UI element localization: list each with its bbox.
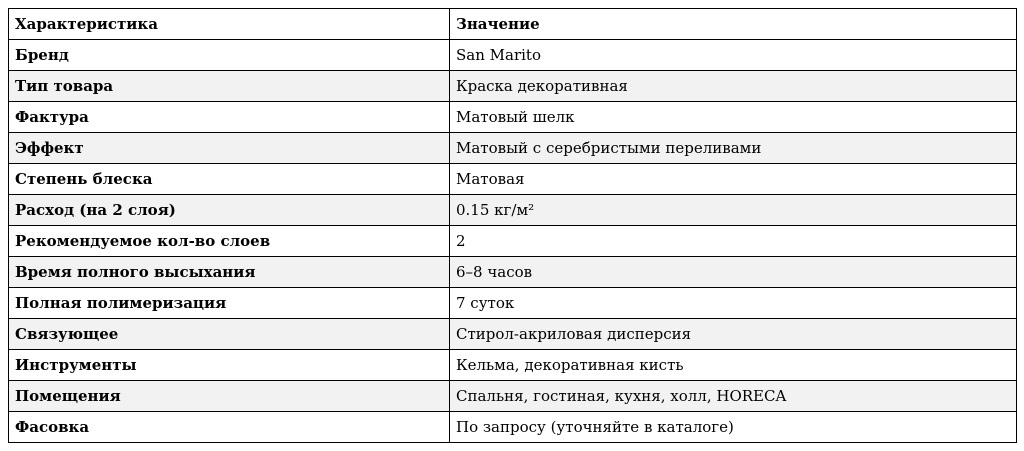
table-row (9, 133, 1017, 164)
table-row (9, 412, 1017, 443)
row-key: Связующее (9, 319, 450, 350)
row-key: Фактура (9, 102, 450, 133)
row-value: 7 суток (450, 288, 1017, 319)
table-row (9, 257, 1017, 288)
row-key: Бренд (9, 40, 450, 71)
table-row (9, 226, 1017, 257)
row-value: 6–8 часов (450, 257, 1017, 288)
row-value: San Marito (450, 40, 1017, 71)
table-row (9, 381, 1017, 412)
table-row (9, 288, 1017, 319)
row-value: Краска декоративная (450, 71, 1017, 102)
table-row (9, 164, 1017, 195)
row-key: Рекомендуемое кол-во слоев (9, 226, 450, 257)
row-value: По запросу (уточняйте в каталоге) (450, 412, 1017, 443)
table-row (9, 319, 1017, 350)
row-value: Матовая (450, 164, 1017, 195)
row-key: Степень блеска (9, 164, 450, 195)
row-key: Эффект (9, 133, 450, 164)
table-row (9, 40, 1017, 71)
row-value: Кельма, декоративная кисть (450, 350, 1017, 381)
row-key: Помещения (9, 381, 450, 412)
header-characteristic: Характеристика (9, 9, 450, 40)
header-value: Значение (450, 9, 1017, 40)
row-value: Стирол-акриловая дисперсия (450, 319, 1017, 350)
row-value: 2 (450, 226, 1017, 257)
row-value: Матовый с серебристыми переливами (450, 133, 1017, 164)
table-header-row (9, 9, 1017, 40)
row-key: Фасовка (9, 412, 450, 443)
row-key: Инструменты (9, 350, 450, 381)
row-key: Расход (на 2 слоя) (9, 195, 450, 226)
row-value: 0.15 кг/м² (450, 195, 1017, 226)
row-value: Спальня, гостиная, кухня, холл, HORECA (450, 381, 1017, 412)
table-row (9, 102, 1017, 133)
row-value: Матовый шелк (450, 102, 1017, 133)
row-key: Тип товара (9, 71, 450, 102)
spec-table (8, 8, 1017, 443)
table-row (9, 71, 1017, 102)
table-row (9, 350, 1017, 381)
row-key: Полная полимеризация (9, 288, 450, 319)
table-row (9, 195, 1017, 226)
row-key: Время полного высыхания (9, 257, 450, 288)
